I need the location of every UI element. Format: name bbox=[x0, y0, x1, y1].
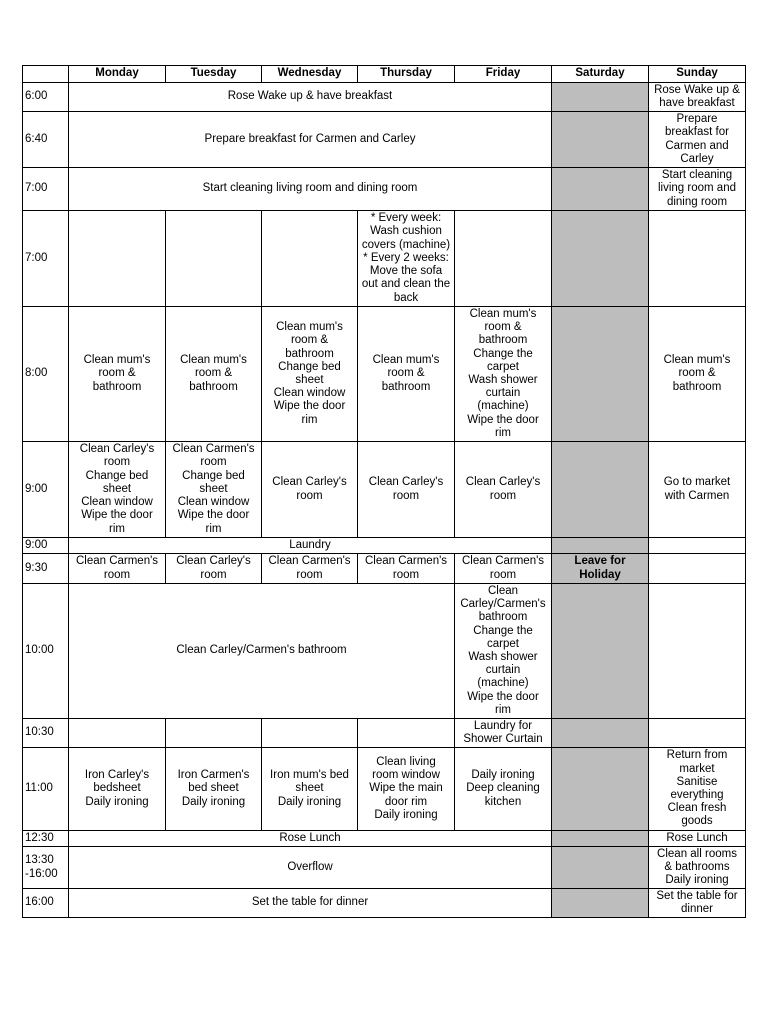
monday-task bbox=[69, 211, 166, 307]
table-row bbox=[23, 554, 746, 584]
saturday-cell bbox=[552, 168, 649, 211]
table-row bbox=[23, 83, 746, 112]
saturday-cell bbox=[552, 847, 649, 889]
sunday-task: Clean all rooms & bathrooms Daily ironing bbox=[649, 847, 746, 889]
friday-task: Clean Carmen's room bbox=[455, 554, 552, 584]
sunday-task: Set the table for dinner bbox=[649, 889, 746, 918]
tuesday-task bbox=[166, 211, 262, 307]
time-cell: 9:00 bbox=[23, 538, 69, 554]
sunday-task bbox=[649, 211, 746, 307]
time-cell: 7:00 bbox=[23, 168, 69, 211]
friday-task: Clean Carley's room bbox=[455, 442, 552, 538]
thursday-task: Clean living room window Wipe the main door rim Daily ironing bbox=[358, 748, 455, 831]
monday-task: Clean Carmen's room bbox=[69, 554, 166, 584]
saturday-cell bbox=[552, 538, 649, 554]
weekday-task: Prepare breakfast for Carmen and Carley bbox=[69, 112, 552, 168]
saturday-cell bbox=[552, 584, 649, 719]
header-friday: Friday bbox=[455, 66, 552, 83]
wednesday-task bbox=[262, 211, 358, 307]
header-thursday: Thursday bbox=[358, 66, 455, 83]
tuesday-task: Clean mum's room & bathroom bbox=[166, 307, 262, 442]
thursday-task: * Every week: Wash cushion covers (machine) * Every 2 weeks: Move the sofa out and clean the back bbox=[358, 211, 455, 307]
saturday-cell bbox=[552, 307, 649, 442]
sunday-task: Go to market with Carmen bbox=[649, 442, 746, 538]
sunday-task: Rose Wake up & have breakfast bbox=[649, 83, 746, 112]
friday-task: Daily ironing Deep cleaning kitchen bbox=[455, 748, 552, 831]
wednesday-task: Clean Carmen's room bbox=[262, 554, 358, 584]
sunday-task bbox=[649, 554, 746, 584]
table-row bbox=[23, 112, 746, 168]
saturday-cell bbox=[552, 112, 649, 168]
sunday-task bbox=[649, 719, 746, 748]
table-row bbox=[23, 211, 746, 307]
weekday-task: Laundry bbox=[69, 538, 552, 554]
weekday-task: Start cleaning living room and dining room bbox=[69, 168, 552, 211]
header-monday: Monday bbox=[69, 66, 166, 83]
time-cell: 6:40 bbox=[23, 112, 69, 168]
table-row bbox=[23, 168, 746, 211]
thursday-task: Clean Carmen's room bbox=[358, 554, 455, 584]
table-row bbox=[23, 538, 746, 554]
table-row bbox=[23, 442, 746, 538]
time-cell: 9:00 bbox=[23, 442, 69, 538]
saturday-cell bbox=[552, 211, 649, 307]
wednesday-task: Clean mum's room & bathroom Change bed sheet Clean window Wipe the door rim bbox=[262, 307, 358, 442]
header-row bbox=[23, 66, 746, 83]
table-row bbox=[23, 831, 746, 847]
time-cell: 6:00 bbox=[23, 83, 69, 112]
time-cell: 9:30 bbox=[23, 554, 69, 584]
weekday-task: Rose Wake up & have breakfast bbox=[69, 83, 552, 112]
monday-task: Clean mum's room & bathroom bbox=[69, 307, 166, 442]
thursday-task bbox=[358, 719, 455, 748]
weekday-task: Rose Lunch bbox=[69, 831, 552, 847]
tuesday-task: Clean Carmen's room Change bed sheet Clean window Wipe the door rim bbox=[166, 442, 262, 538]
table-row bbox=[23, 847, 746, 889]
thursday-task: Clean Carley's room bbox=[358, 442, 455, 538]
header-tuesday: Tuesday bbox=[166, 66, 262, 83]
sunday-task bbox=[649, 584, 746, 719]
schedule-table bbox=[22, 65, 746, 918]
friday-task bbox=[455, 211, 552, 307]
saturday-cell bbox=[552, 831, 649, 847]
sunday-task: Prepare breakfast for Carmen and Carley bbox=[649, 112, 746, 168]
monday-task bbox=[69, 719, 166, 748]
time-cell: 10:00 bbox=[23, 584, 69, 719]
tuesday-task: Iron Carmen's bed sheet Daily ironing bbox=[166, 748, 262, 831]
sunday-task: Return from market Sanitise everything Clean fresh goods bbox=[649, 748, 746, 831]
monday-task: Iron Carley's bedsheet Daily ironing bbox=[69, 748, 166, 831]
header-wednesday: Wednesday bbox=[262, 66, 358, 83]
sunday-task: Start cleaning living room and dining room bbox=[649, 168, 746, 211]
saturday-cell bbox=[552, 719, 649, 748]
saturday-task: Leave for Holiday bbox=[552, 554, 649, 584]
table-row bbox=[23, 719, 746, 748]
thursday-task: Clean mum's room & bathroom bbox=[358, 307, 455, 442]
header-sunday: Sunday bbox=[649, 66, 746, 83]
header-saturday: Saturday bbox=[552, 66, 649, 83]
table-row bbox=[23, 307, 746, 442]
table-row bbox=[23, 889, 746, 918]
time-cell: 10:30 bbox=[23, 719, 69, 748]
table-row bbox=[23, 748, 746, 831]
tuesday-task bbox=[166, 719, 262, 748]
time-cell: 8:00 bbox=[23, 307, 69, 442]
friday-task: Laundry for Shower Curtain bbox=[455, 719, 552, 748]
time-cell: 11:00 bbox=[23, 748, 69, 831]
weekday-task: Overflow bbox=[69, 847, 552, 889]
sunday-task: Rose Lunch bbox=[649, 831, 746, 847]
time-cell: 16:00 bbox=[23, 889, 69, 918]
weekday-task: Set the table for dinner bbox=[69, 889, 552, 918]
sunday-task bbox=[649, 538, 746, 554]
tuesday-task: Clean Carley's room bbox=[166, 554, 262, 584]
time-cell: 13:30 -16:00 bbox=[23, 847, 69, 889]
saturday-cell bbox=[552, 83, 649, 112]
friday-task: Clean Carley/Carmen's bathroom Change the carpet Wash shower curtain (machine) Wipe the door rim bbox=[455, 584, 552, 719]
wednesday-task: Clean Carley's room bbox=[262, 442, 358, 538]
time-cell: 12:30 bbox=[23, 831, 69, 847]
monday-task: Clean Carley's room Change bed sheet Clean window Wipe the door rim bbox=[69, 442, 166, 538]
header-corner bbox=[23, 66, 69, 83]
saturday-cell bbox=[552, 442, 649, 538]
time-cell: 7:00 bbox=[23, 211, 69, 307]
saturday-cell bbox=[552, 748, 649, 831]
mon-thu-task: Clean Carley/Carmen's bathroom bbox=[69, 584, 455, 719]
saturday-cell bbox=[552, 889, 649, 918]
table-row bbox=[23, 584, 746, 719]
wednesday-task bbox=[262, 719, 358, 748]
wednesday-task: Iron mum's bed sheet Daily ironing bbox=[262, 748, 358, 831]
sunday-task: Clean mum's room & bathroom bbox=[649, 307, 746, 442]
friday-task: Clean mum's room & bathroom Change the carpet Wash shower curtain (machine) Wipe the door rim bbox=[455, 307, 552, 442]
